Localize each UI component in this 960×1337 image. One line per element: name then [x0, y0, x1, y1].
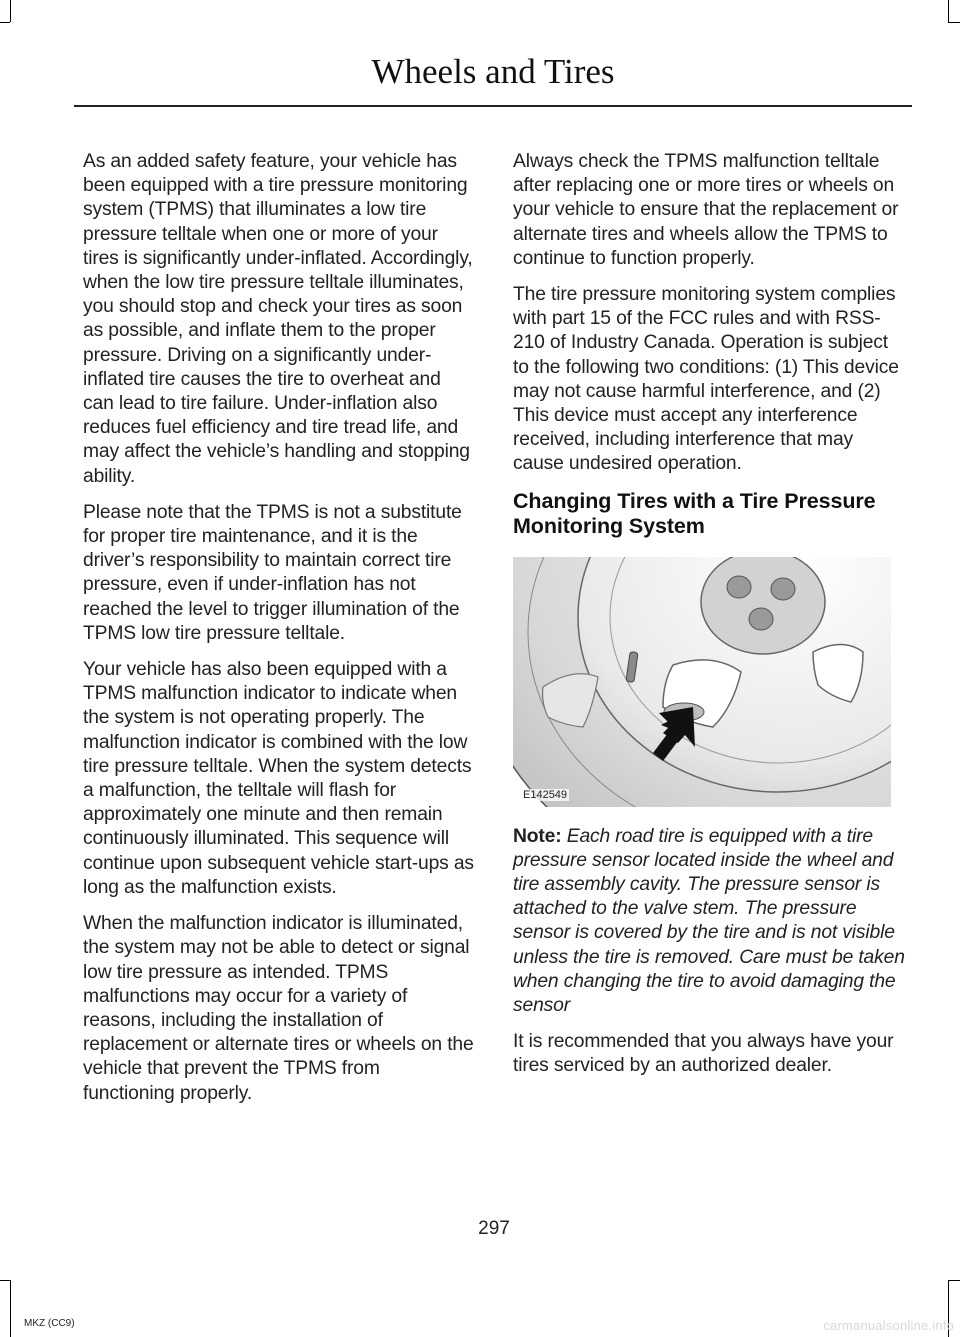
header-rule — [74, 105, 912, 107]
paragraph: Always check the TPMS malfunction telltale after replacing one or more tires or wheels on your vehicle to ensure that the replacement or alternate tires and wheels allow the TPMS to continue to function properly. — [513, 151, 899, 269]
paragraph: As an added safety feature, your vehicle has been equipped with a tire pressure monitoring system (TPMS) that illuminates a low tire pressure telltale when one or more of your tires is significantly under-inflated. Accordingly, when the low tire pressure telltale illuminates, you should stop and check your tires as soon as possible, and inflate them to the proper pressure. Driving on a significantly under-inflated tire causes the tire to overheat and can lead to tire failure. Under-inflation also reduces fuel efficiency and tire tread life, and may affect the vehicle’s handling and stopping ability. — [83, 151, 473, 487]
watermark[interactable]: carmanualsonline.info — [823, 1318, 954, 1333]
left-column — [83, 150, 475, 1118]
crop-mark-top-right-h — [948, 22, 960, 23]
crop-mark-top-right — [948, 0, 949, 22]
section-title: Wheels and Tires — [371, 52, 615, 91]
crop-mark-bottom-left — [10, 1280, 11, 1337]
page-number: 297 — [478, 1218, 510, 1239]
closing-paragraph: It is recommended that you always have your tires serviced by an authorized dealer. — [513, 1031, 894, 1077]
paragraph: When the malfunction indicator is illuminated, the system may not be able to detect or signal low tire pressure as intended. TPMS malfunctions may occur for a variety of reasons, including the installation of replacement or alternate tires or wheels on the vehicle that prevent the TPMS from functioning properly. — [83, 913, 474, 1104]
section-heading: Changing Tires with a Tire Pressure Monitoring System — [513, 488, 876, 538]
note-paragraph — [513, 825, 908, 1019]
crop-mark-bottom-left-h — [0, 1280, 10, 1281]
model-code: MKZ (CC9) — [24, 1318, 75, 1329]
paragraph: The tire pressure monitoring system complies with part 15 of the FCC rules and with RSS-210 of Industry Canada. Operation is subject to the following two conditions: (1) This device may not cause harmful interference, and (2) This device must accept any interference received, including interference that may cause undesired operation. — [513, 284, 899, 475]
paragraph: Your vehicle has also been equipped with a TPMS malfunction indicator to indicate when the system is not operating properly. The malfunction indicator is combined with the low tire pressure telltale. When the system detects a malfunction, the telltale will flash for approximately one minute and then remain continuously illuminated. This sequence will continue upon subsequent vehicle start-ups as long as the malfunction exists. — [83, 659, 474, 898]
crop-mark-bottom-right-h — [948, 1280, 960, 1281]
figure-wheel — [513, 557, 891, 807]
crop-mark-top-left-h — [0, 22, 10, 23]
wheel-valve-stem-icon — [513, 557, 891, 807]
note-label: Note: — [513, 825, 562, 847]
right-column — [513, 150, 908, 1091]
note-text: Each road tire is equipped with a tire pressure sensor located inside the wheel and tire assembly cavity. The pressure sensor is attached to the valve stem. The pressure sensor is covered by the tire and is not visible unless the tire is removed. Care must be taken when changing the tire to avoid damaging the sensor — [513, 825, 905, 1017]
crop-mark-top-left — [10, 0, 11, 22]
paragraph: Please note that the TPMS is not a substitute for proper tire maintenance, and it is the driver’s responsibility to maintain correct tire pressure, even if under-inflation has not reached the level to trigger illumination of the TPMS low tire pressure telltale. — [83, 501, 462, 644]
figure-code: E142549 — [523, 788, 568, 801]
